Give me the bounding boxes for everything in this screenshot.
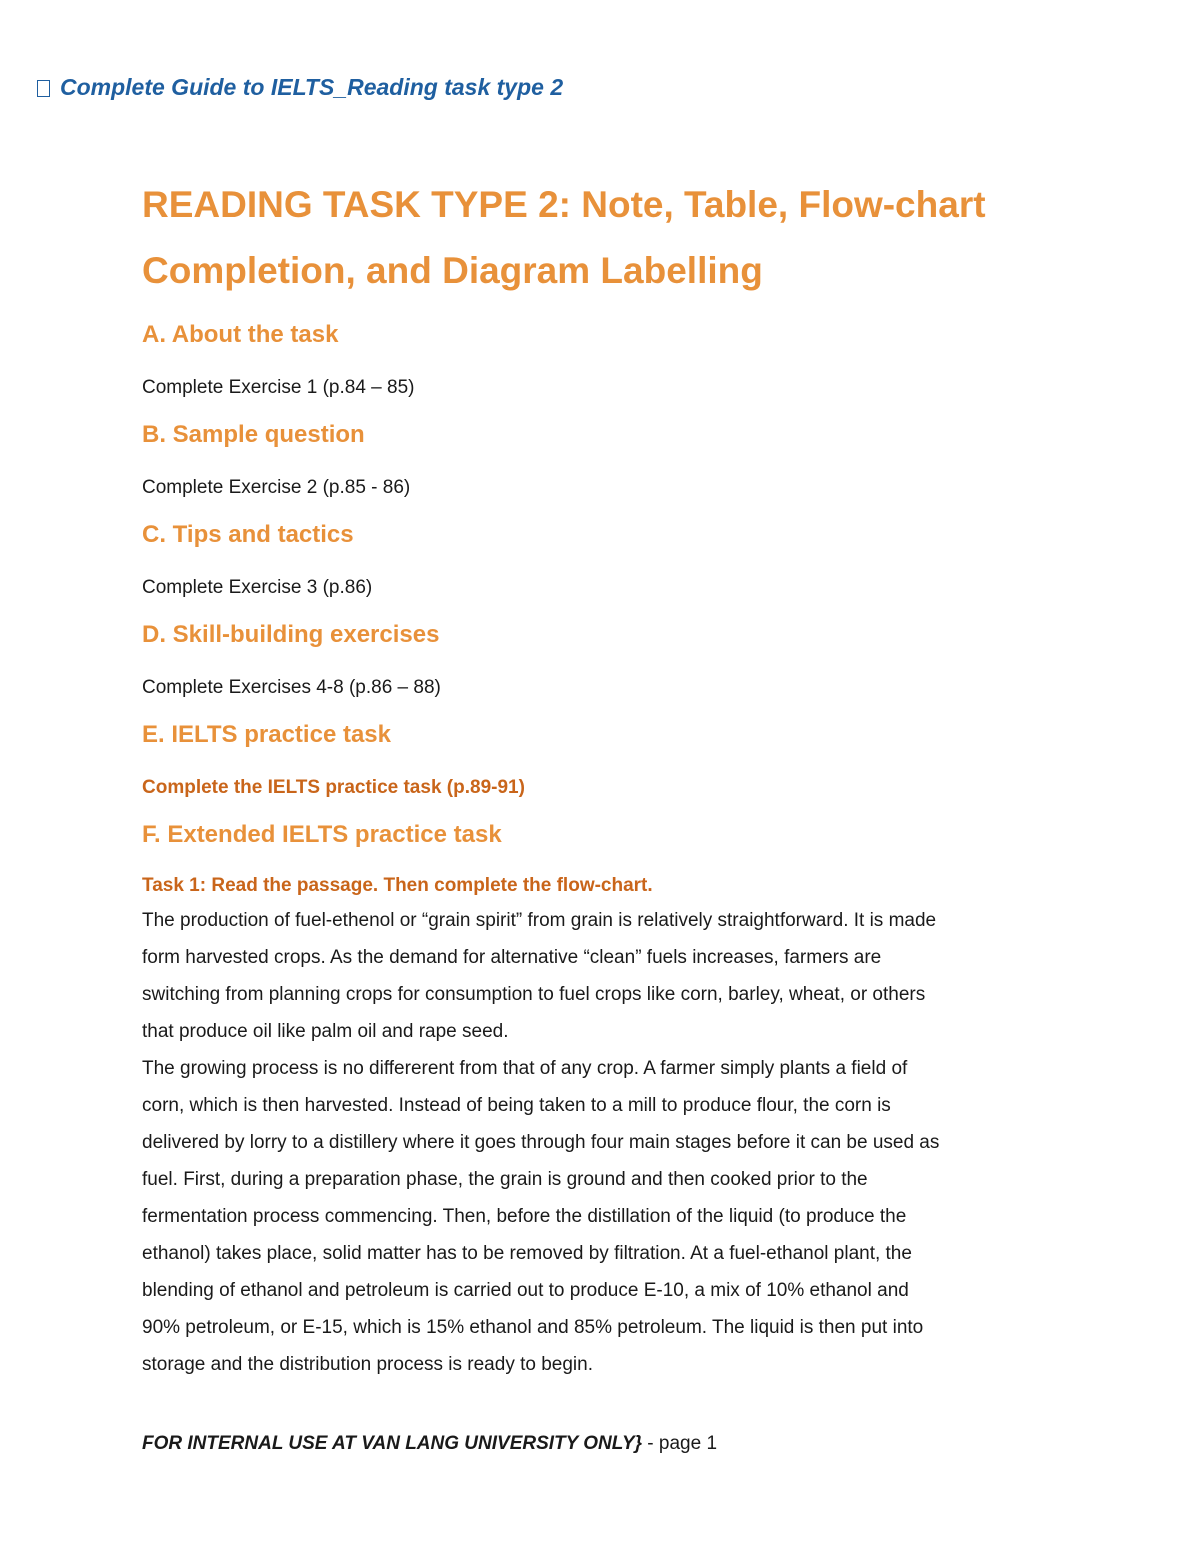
task-1-title: Task 1: Read the passage. Then complete the flow-chart.: [142, 875, 653, 896]
running-header-text: Complete Guide to IELTS_Reading task type 2: [60, 74, 564, 100]
section-a-heading: A. About the task: [142, 321, 339, 348]
page-content: [142, 172, 1072, 1383]
section-e-text: Complete the IELTS practice task (p.89-91): [142, 777, 525, 798]
section-f-heading: F. Extended IELTS practice task: [142, 821, 502, 848]
bullet-box-icon: [37, 80, 50, 97]
paragraph-line: switching from planning crops for consumption to fuel crops like corn, barley, wheat, or others: [142, 984, 926, 1005]
running-header: [37, 74, 563, 101]
section-b-text: Complete Exercise 2 (p.85 - 86): [142, 477, 411, 498]
paragraph-line: form harvested crops. As the demand for alternative “clean” fuels increases, farmers are: [142, 947, 882, 968]
page-title-line-2: Completion, and Diagram Labelling: [142, 250, 763, 291]
section-d-text: Complete Exercises 4-8 (p.86 – 88): [142, 677, 441, 698]
section-e-heading: E. IELTS practice task: [142, 721, 391, 748]
paragraph-line: fermentation process commencing. Then, before the distillation of the liquid (to produce the: [142, 1206, 907, 1227]
task-1-paragraph-2: [142, 1050, 1072, 1383]
paragraph-line: that produce oil like palm oil and rape seed.: [142, 1021, 509, 1042]
paragraph-line: 90% petroleum, or E-15, which is 15% ethanol and 85% petroleum. The liquid is then put into: [142, 1317, 924, 1338]
section-b-heading: B. Sample question: [142, 421, 365, 448]
section-d-heading: D. Skill-building exercises: [142, 621, 440, 648]
paragraph-line: ethanol) takes place, solid matter has to be removed by filtration. At a fuel-ethanol plant, the: [142, 1243, 912, 1264]
paragraph-line: blending of ethanol and petroleum is carried out to produce E-10, a mix of 10% ethanol and: [142, 1280, 909, 1301]
page-title-line-1: READING TASK TYPE 2: Note, Table, Flow-chart: [142, 184, 986, 225]
paragraph-line: corn, which is then harvested. Instead of being taken to a mill to produce flour, the corn is: [142, 1095, 891, 1116]
paragraph-line: The growing process is no differerent from that of any crop. A farmer simply plants a field of: [142, 1058, 908, 1079]
footer-notice: FOR INTERNAL USE AT VAN LANG UNIVERSITY ONLY}: [142, 1433, 643, 1454]
paragraph-line: The production of fuel-ethenol or “grain spirit” from grain is relatively straightforward. It is made: [142, 910, 937, 931]
paragraph-line: delivered by lorry to a distillery where it goes through four main stages before it can be used as: [142, 1132, 940, 1153]
page-footer: [142, 1433, 717, 1455]
section-c-heading: C. Tips and tactics: [142, 521, 354, 548]
section-c-text: Complete Exercise 3 (p.86): [142, 577, 373, 598]
section-a-text: Complete Exercise 1 (p.84 – 85): [142, 377, 415, 398]
paragraph-line: storage and the distribution process is ready to begin.: [142, 1354, 593, 1375]
task-1-paragraph-1: [142, 902, 1072, 1050]
page-number: - page 1: [642, 1433, 718, 1454]
paragraph-line: fuel. First, during a preparation phase, the grain is ground and then cooked prior to the: [142, 1169, 868, 1190]
